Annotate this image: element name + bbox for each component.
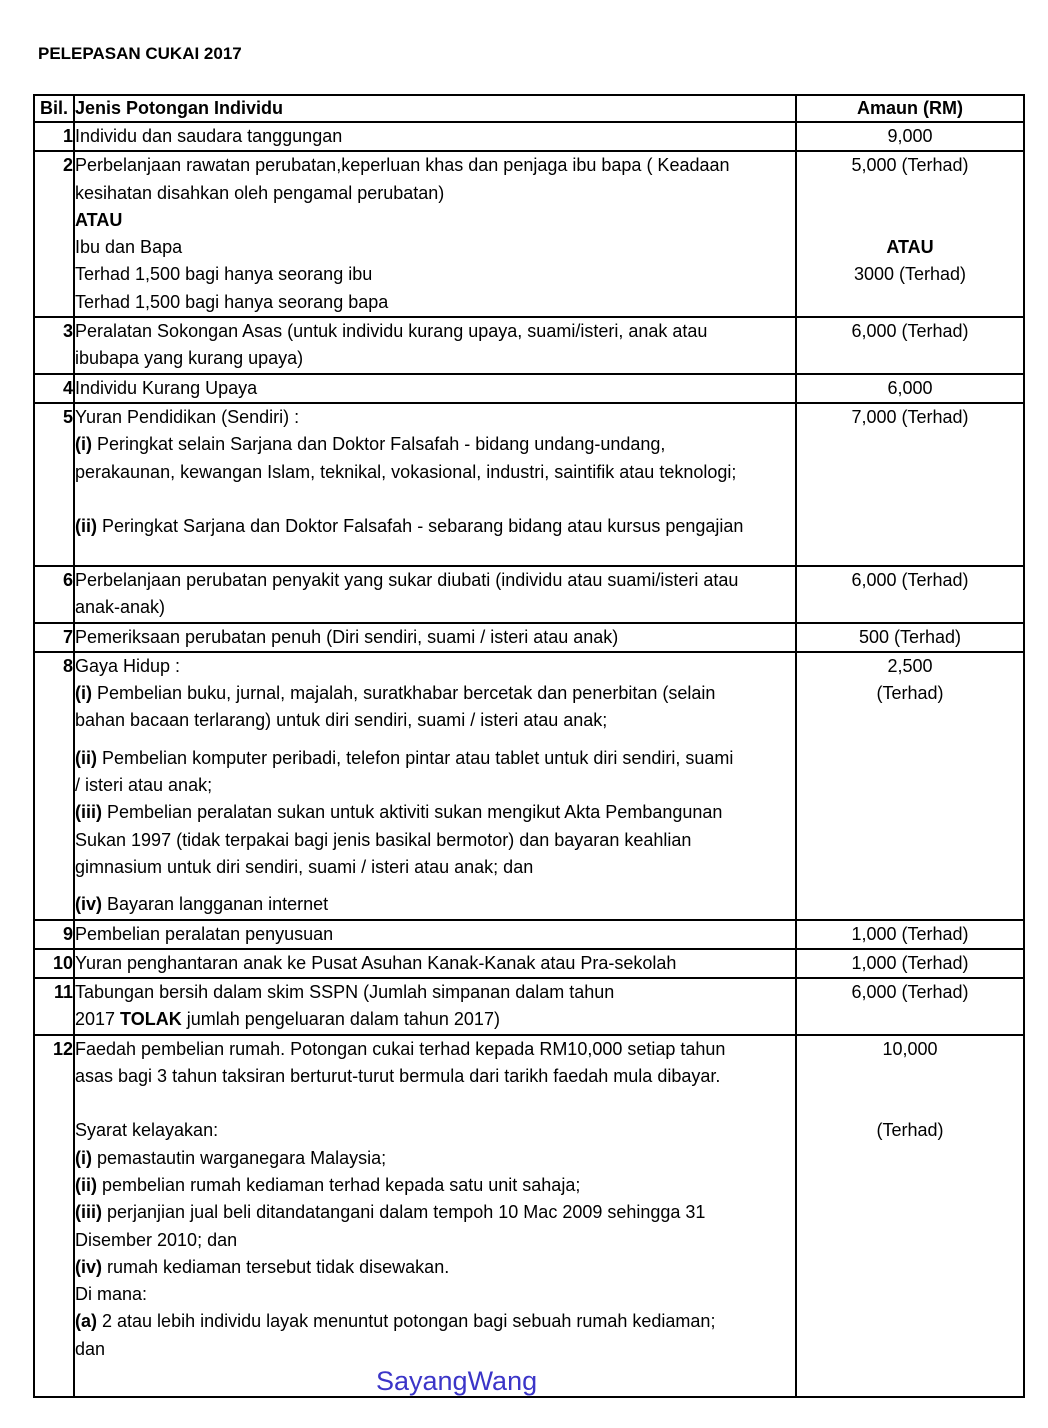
row-amount: 6,000 bbox=[796, 374, 1024, 403]
row-number: 1 bbox=[34, 122, 74, 151]
table-row bbox=[34, 623, 1024, 652]
header-bil: Bil. bbox=[34, 95, 74, 122]
row-number: 2 bbox=[34, 151, 74, 317]
row-amount: 1,000 (Terhad) bbox=[796, 920, 1024, 949]
watermark-text: SayangWang bbox=[376, 1366, 538, 1396]
row-description: Individu Kurang Upaya bbox=[74, 374, 796, 403]
row-number: 8 bbox=[34, 652, 74, 920]
row-number: 9 bbox=[34, 920, 74, 949]
row-amount: 2,500 (Terhad) bbox=[796, 652, 1024, 920]
row-description: Gaya Hidup : (i) Pembelian buku, jurnal, majalah, suratkhabar bercetak dan penerbitan (selain bahan bacaan terlarang) untuk diri sendiri, suami / isteri atau anak; (ii) Pembelian komputer peribadi, telefon pintar atau tablet untuk diri sendiri, suami / isteri atau anak; (iii) Pembelian peralatan sukan untuk aktiviti sukan mengikut Akta Pembangunan Sukan 1997 (tidak terpakai bagi jenis basikal bermotor) dan bayaran keahlian gimnasium untuk diri sendiri, suami / isteri atau anak; dan (iv) Bayaran langganan internet bbox=[74, 652, 796, 920]
row-number: 4 bbox=[34, 374, 74, 403]
row-description: Peralatan Sokongan Asas (untuk individu kurang upaya, suami/isteri, anak atau ibubapa yang kurang upaya) bbox=[74, 317, 796, 374]
row-number: 11 bbox=[34, 978, 74, 1035]
row-amount: 10,000 (Terhad) bbox=[796, 1035, 1024, 1397]
table-row bbox=[34, 122, 1024, 151]
page-title: PELEPASAN CUKAI 2017 bbox=[38, 44, 242, 63]
row-description: Pembelian peralatan penyusuan bbox=[74, 920, 796, 949]
row-amount: 7,000 (Terhad) bbox=[796, 403, 1024, 566]
table-row bbox=[34, 1035, 1024, 1397]
table-row bbox=[34, 949, 1024, 978]
row-description: Individu dan saudara tanggungan bbox=[74, 122, 796, 151]
row-description: Tabungan bersih dalam skim SSPN (Jumlah simpanan dalam tahun 2017 TOLAK jumlah pengeluaran dalam tahun 2017) bbox=[74, 978, 796, 1035]
row-number: 5 bbox=[34, 403, 74, 566]
row-description: Perbelanjaan rawatan perubatan,keperluan khas dan penjaga ibu bapa ( Keadaan kesihatan disahkan oleh pengamal perubatan) ATAU Ibu dan Bapa Terhad 1,500 bagi hanya seorang ibu Terhad 1,500 bagi hanya seorang bapa bbox=[74, 151, 796, 317]
table-header-row bbox=[34, 95, 1024, 122]
row-amount: 6,000 (Terhad) bbox=[796, 566, 1024, 623]
table-row bbox=[34, 317, 1024, 374]
table-row bbox=[34, 403, 1024, 566]
header-amaun: Amaun (RM) bbox=[796, 95, 1024, 122]
table-row bbox=[34, 920, 1024, 949]
header-jenis: Jenis Potongan Individu bbox=[74, 95, 796, 122]
table-row bbox=[34, 652, 1024, 920]
row-description: Yuran Pendidikan (Sendiri) : (i) Peringkat selain Sarjana dan Doktor Falsafah - bidang undang-undang, perakaunan, kewangan Islam, teknikal, vokasional, industri, saintifik atau teknologi; (ii) Peringkat Sarjana dan Doktor Falsafah - sebarang bidang atau kursus pengajian bbox=[74, 403, 796, 566]
row-amount: 500 (Terhad) bbox=[796, 623, 1024, 652]
table-row bbox=[34, 566, 1024, 623]
row-amount: 6,000 (Terhad) bbox=[796, 317, 1024, 374]
row-number: 10 bbox=[34, 949, 74, 978]
row-amount: 1,000 (Terhad) bbox=[796, 949, 1024, 978]
row-amount: 6,000 (Terhad) bbox=[796, 978, 1024, 1035]
tax-relief-table bbox=[33, 94, 1025, 1398]
table-row bbox=[34, 374, 1024, 403]
row-number: 6 bbox=[34, 566, 74, 623]
row-description: Yuran penghantaran anak ke Pusat Asuhan Kanak-Kanak atau Pra-sekolah bbox=[74, 949, 796, 978]
table-row bbox=[34, 151, 1024, 317]
row-description: Perbelanjaan perubatan penyakit yang sukar diubati (individu atau suami/isteri atau anak-anak) bbox=[74, 566, 796, 623]
row-number: 3 bbox=[34, 317, 74, 374]
row-amount: 5,000 (Terhad) ATAU 3000 (Terhad) bbox=[796, 151, 1024, 317]
table-row bbox=[34, 978, 1024, 1035]
row-number: 12 bbox=[34, 1035, 74, 1397]
row-amount: 9,000 bbox=[796, 122, 1024, 151]
row-description: Pemeriksaan perubatan penuh (Diri sendiri, suami / isteri atau anak) bbox=[74, 623, 796, 652]
row-description: Faedah pembelian rumah. Potongan cukai terhad kepada RM10,000 setiap tahun asas bagi 3 tahun taksiran berturut-turut bermula dari tarikh faedah mula dibayar. Syarat kelayakan: (i) pemastautin warganegara Malaysia; (ii) pembelian rumah kediaman terhad kepada satu unit sahaja; (iii) perjanjian jual beli ditandatangani dalam tempoh 10 Mac 2009 sehingga 31 Disember 2010; dan (iv) rumah kediaman tersebut tidak disewakan. Di mana: (a) 2 atau lebih individu layak menuntut potongan bagi sebuah rumah kediaman; dan bbox=[74, 1035, 796, 1397]
row-number: 7 bbox=[34, 623, 74, 652]
